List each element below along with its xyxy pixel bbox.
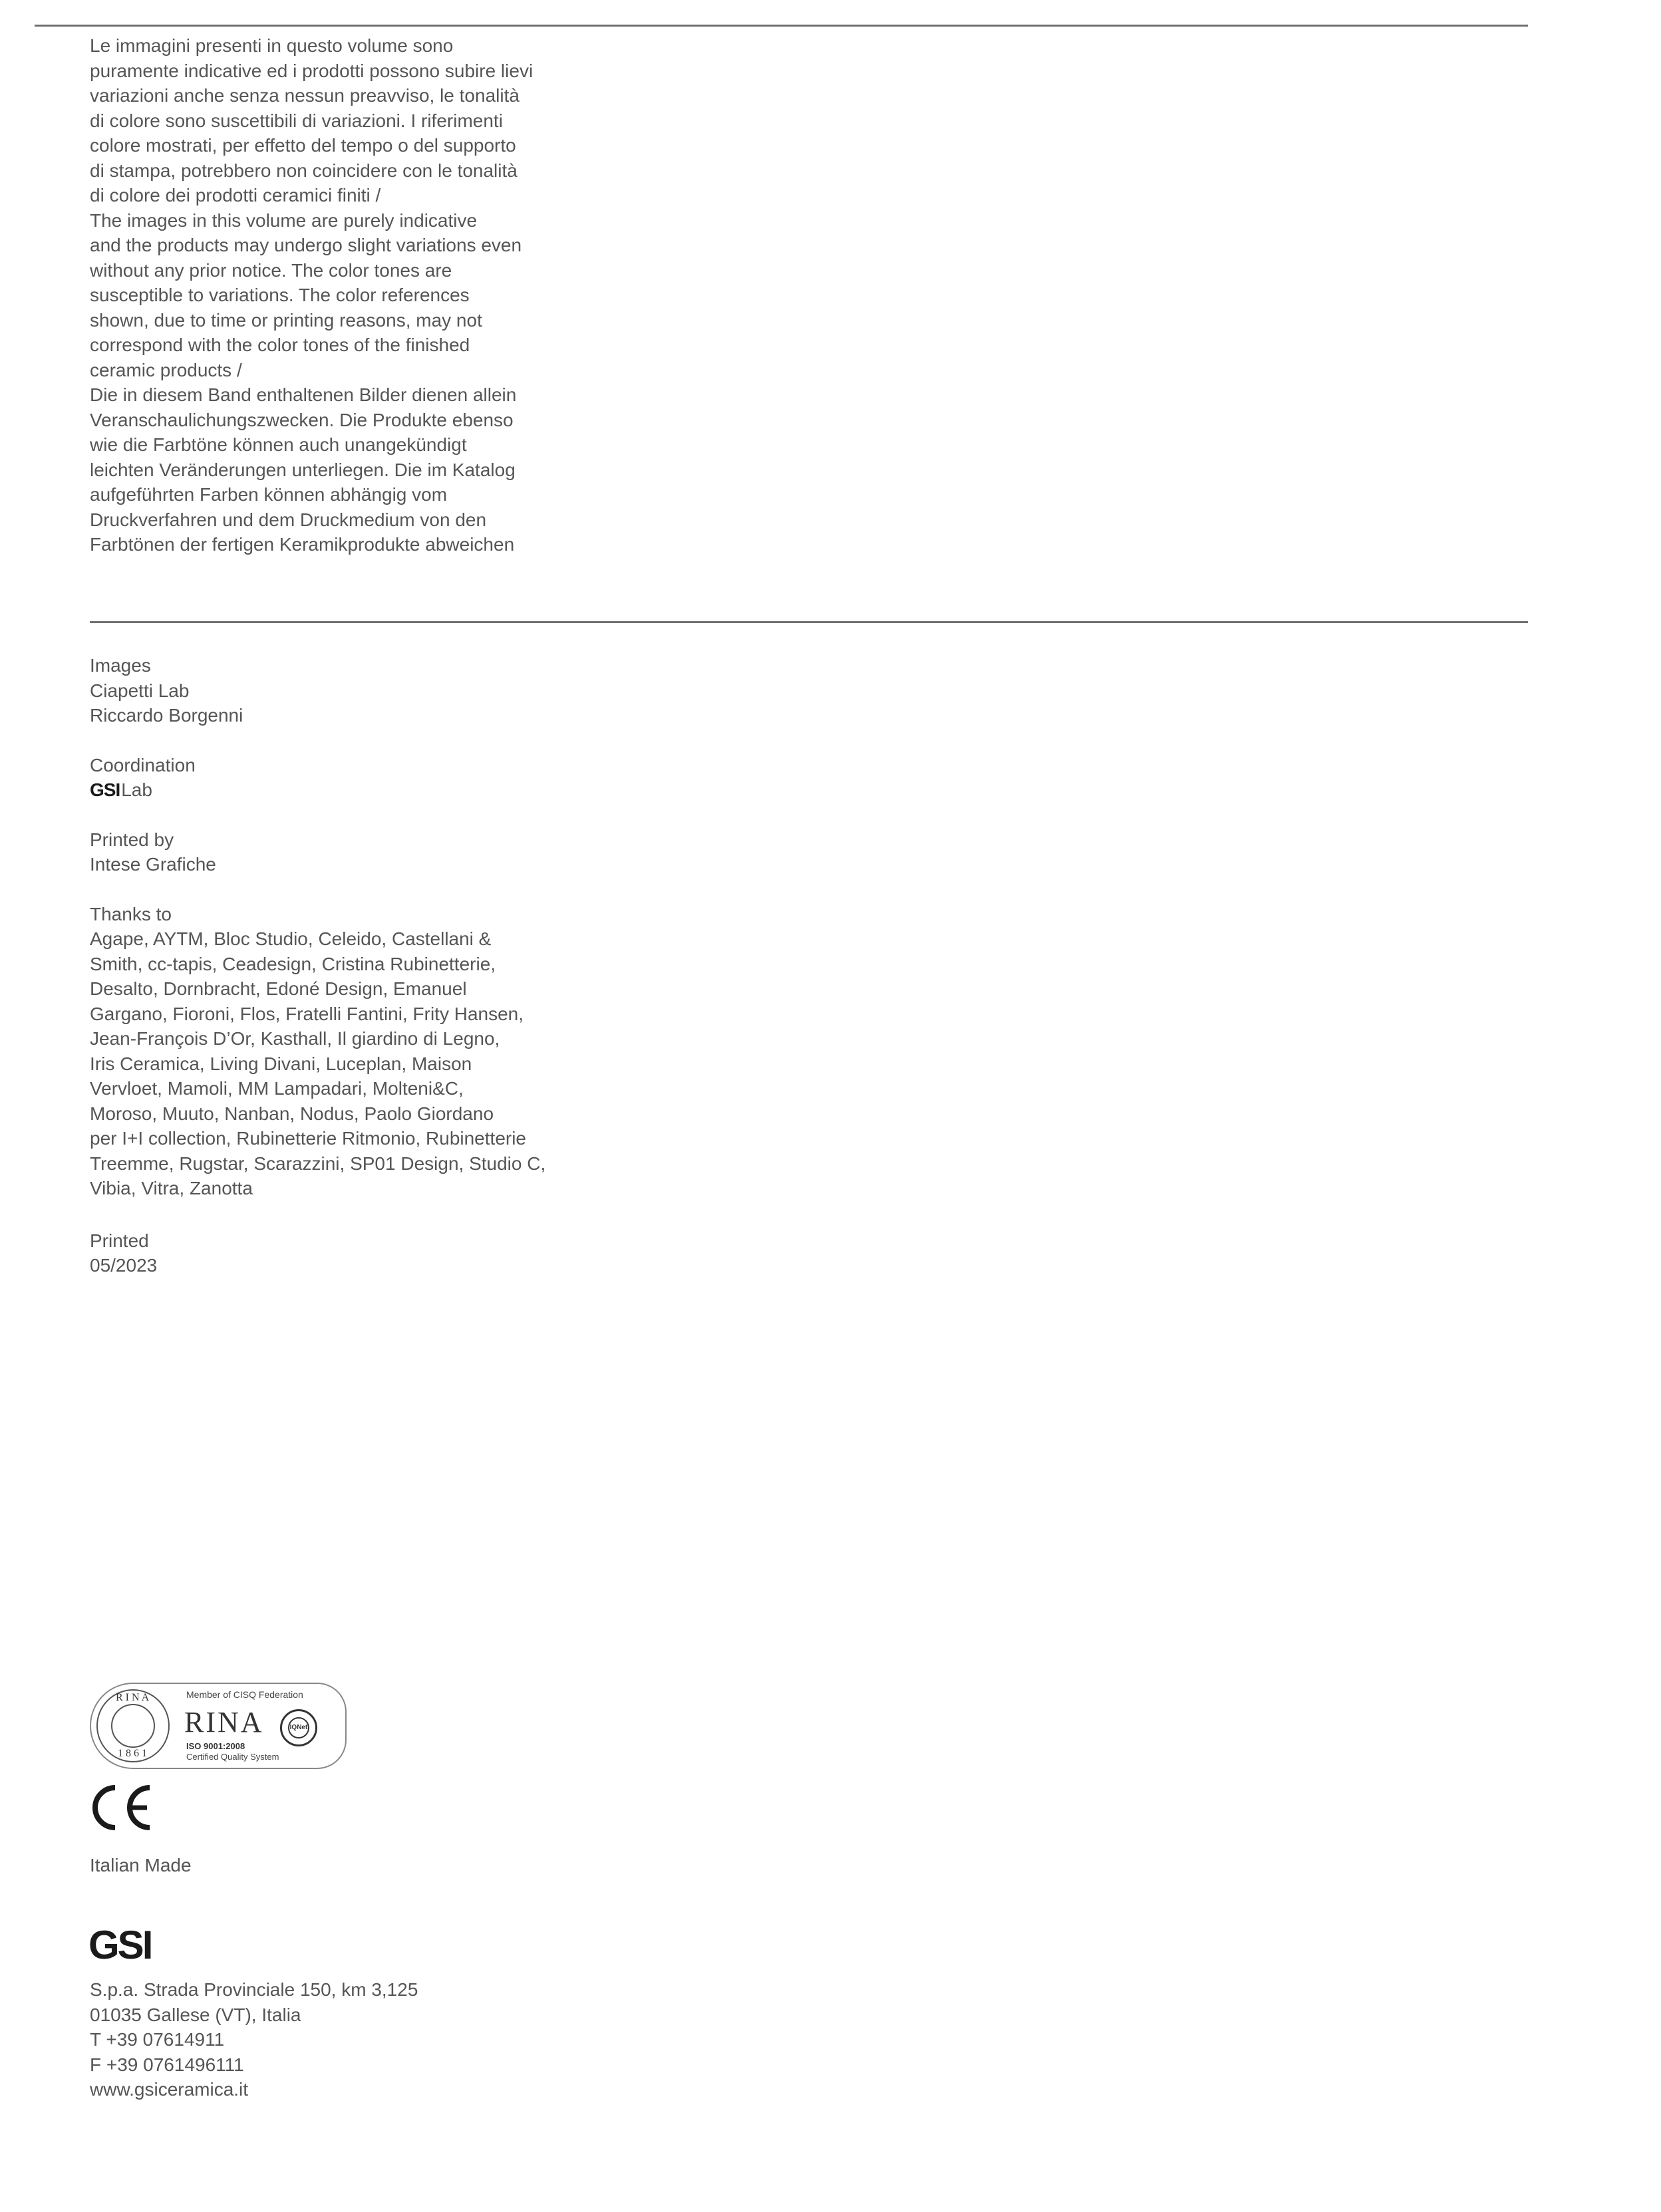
iqnet-icon (280, 1709, 317, 1746)
thanks-line: per I+I collection, Rubinetterie Ritmonio, Rubinetterie (90, 1128, 527, 1149)
top-rule (35, 25, 1528, 27)
thanks-line: Agape, AYTM, Bloc Studio, Celeido, Castellani & (90, 928, 492, 949)
thanks-line: Moroso, Muuto, Nanban, Nodus, Paolo Giordano (90, 1103, 494, 1124)
disclaimer-line: ceramic products / (90, 359, 242, 380)
disclaimer-text (90, 33, 533, 557)
thanks-line: Treemme, Rugstar, Scarazzini, SP01 Design, Studio C, (90, 1153, 546, 1174)
website-link[interactable]: www.gsiceramica.it (90, 2079, 249, 2100)
italian-made (90, 1853, 192, 1878)
printed-date: 05/2023 (90, 1255, 158, 1276)
images-credit: Ciapetti Lab (90, 680, 190, 701)
cisq-member-text: Member of CISQ Federation (186, 1689, 303, 1700)
address-line: S.p.a. Strada Provinciale 150, km 3,125 (90, 1979, 418, 2000)
seal-top-text: R I N A (116, 1692, 150, 1703)
disclaimer-line: shown, due to time or printing reasons, may not (90, 309, 482, 331)
coordination-label: Coordination (90, 754, 196, 775)
disclaimer-line: Veranschaulichungszwecken. Die Produkte ebenso (90, 409, 514, 430)
disclaimer-line: correspond with the color tones of the finished (90, 335, 470, 355)
images-label: Images (90, 655, 151, 676)
italian-made-text: Italian Made (90, 1855, 192, 1875)
disclaimer-line: Druckverfahren und dem Druckmedium von den (90, 509, 487, 530)
disclaimer-line: di colore sono suscettibili di variazioni. I riferimenti (90, 110, 503, 131)
disclaimer-line: puramente indicative ed i prodotti possono subire lievi (90, 60, 533, 81)
disclaimer-line: leichten Veränderungen unterliegen. Die im Katalog (90, 459, 516, 480)
disclaimer-line: without any prior notice. The color tones are (90, 259, 452, 281)
iso-text: ISO 9001:2008 (186, 1741, 245, 1751)
ce-mark-icon (88, 1784, 155, 1832)
disclaimer-line: Le immagini presenti in questo volume sono (90, 35, 454, 56)
disclaimer-line: Die in diesem Band enthaltenen Bilder dienen allein (90, 384, 517, 405)
section-rule (90, 621, 1528, 623)
gsi-inline-logo: GSI (90, 779, 120, 800)
coordination-value (90, 777, 545, 803)
disclaimer-line: colore mostrati, per effetto del tempo o del supporto (90, 135, 516, 156)
thanks-line: Iris Ceramica, Living Divani, Luceplan, Maison (90, 1053, 472, 1074)
thanks-line: Jean-François D’Or, Kasthall, Il giardino di Legno, (90, 1028, 500, 1049)
thanks-line: Vervloet, Mamoli, MM Lampadari, Molteni&C, (90, 1078, 464, 1099)
coordination-suffix: Lab (121, 779, 152, 800)
seal-bottom-text: 1 8 6 1 (118, 1748, 147, 1759)
disclaimer-line: susceptible to variations. The color references (90, 285, 470, 305)
disclaimer-line: variazioni anche senza nessun preavviso, le tonalità (90, 85, 520, 106)
images-credit: Riccardo Borgenni (90, 705, 243, 726)
thanks-line: Vibia, Vitra, Zanotta (90, 1178, 253, 1198)
credits (90, 653, 545, 1278)
company-address (90, 1977, 418, 2102)
thanks-line: Gargano, Fioroni, Flos, Fratelli Fantini, Frity Hansen, (90, 1003, 524, 1024)
printed-label: Printed (90, 1230, 149, 1251)
disclaimer-line: and the products may undergo slight variations even (90, 235, 522, 255)
address-line: 01035 Gallese (VT), Italia (90, 2004, 301, 2025)
thanks-label: Thanks to (90, 903, 172, 924)
disclaimer-line: di colore dei prodotti ceramici finiti / (90, 185, 381, 206)
iqnet-label: IQNet (288, 1717, 309, 1738)
disclaimer-line: aufgeführten Farben können abhängig vom (90, 484, 448, 505)
quality-system-text: Certified Quality System (186, 1752, 279, 1762)
printed-by-label: Printed by (90, 829, 174, 850)
rina-certification-badge (90, 1683, 347, 1769)
disclaimer-line: wie die Farbtöne können auch unangekündigt (90, 434, 467, 455)
rina-wordmark: RINA (184, 1706, 264, 1738)
gsi-logo: GSI (88, 1923, 152, 1967)
phone-number: T +39 07614911 (90, 2029, 225, 2050)
fax-number: F +39 0761496111 (90, 2054, 244, 2075)
disclaimer-line: di stampa, potrebbero non coincidere con le tonalità (90, 160, 518, 181)
rina-seal-icon (96, 1689, 170, 1762)
printed-by-value: Intese Grafiche (90, 854, 216, 875)
disclaimer-line: The images in this volume are purely indicative (90, 209, 478, 231)
thanks-line: Smith, cc-tapis, Ceadesign, Cristina Rubinetterie, (90, 953, 496, 974)
disclaimer-line: Farbtönen der fertigen Keramikprodukte abweichen (90, 534, 515, 555)
thanks-line: Desalto, Dornbracht, Edoné Design, Emanuel (90, 978, 467, 999)
